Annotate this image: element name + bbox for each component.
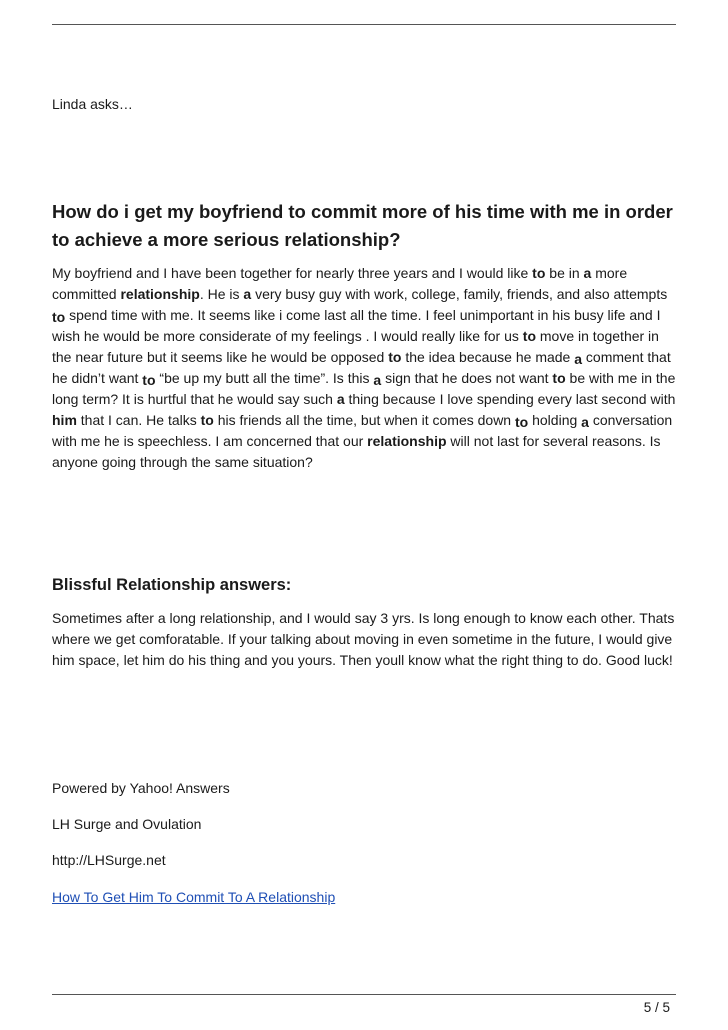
emphasized-word: to <box>552 370 566 386</box>
body-text-run: thing because I love spending every last second with <box>344 391 676 407</box>
page-number: 5 / 5 <box>643 1000 670 1015</box>
site-name: LH Surge and Ovulation <box>52 816 202 832</box>
emphasized-word: him <box>52 412 77 428</box>
body-text-run: “be up my butt all the time”. Is this <box>155 370 374 386</box>
body-text-run: My boyfriend and I have been together for nearly three years and I would like <box>52 265 533 281</box>
answer-body: Sometimes after a long relationship, and I would say 3 yrs. Is long enough to know each other. Thats where we get comforatable. If your talking about moving in even sometime in the future, I would give him space, let him do his thing and you yours. Then youll know what the right thing to do. Good luck! <box>52 610 675 668</box>
body-text-run: be in <box>545 265 584 281</box>
body-text-run: sign that he does not want <box>381 370 553 386</box>
emphasized-word: relationship <box>120 286 200 302</box>
body-text-run: move in together in the near future but it seems like he would be opposed <box>52 328 659 365</box>
emphasized-word: to <box>522 328 536 344</box>
emphasized-word: a <box>373 372 382 388</box>
powered-by-text: Powered by Yahoo! Answers <box>52 780 230 796</box>
site-url: http://LHSurge.net <box>52 852 166 868</box>
body-text-run: comment that he didn’t want <box>52 349 671 386</box>
bottom-rule <box>52 994 676 995</box>
body-text-run: spend time with me. It seems like i come last all the time. I feel unimportant in his busy life and I wish he would be more considerate of my feelings . I would really like for us <box>52 307 661 344</box>
emphasized-word: to <box>532 265 546 281</box>
emphasized-word: to <box>515 414 529 430</box>
related-article-link[interactable]: How To Get Him To Commit To A Relationship <box>52 889 336 905</box>
body-text-run: conversation with me he is speechless. I am concerned that our <box>52 412 673 449</box>
emphasized-word: relationship <box>367 433 447 449</box>
emphasized-word: to <box>142 372 156 388</box>
emphasized-word: a <box>336 391 345 407</box>
asker-line: Linda asks… <box>52 96 133 112</box>
body-text-run: very busy guy with work, college, family, friends, and also attempts <box>251 286 668 302</box>
question-body <box>52 263 682 473</box>
emphasized-word: a <box>574 351 583 367</box>
body-text-run: more committed <box>52 265 628 302</box>
body-text-run: that I can. He talks <box>76 412 201 428</box>
body-text-run: be with me in the long term? It is hurtful that he would say such <box>52 370 676 407</box>
emphasized-word: to <box>388 349 402 365</box>
question-title: How do i get my boyfriend to commit more of his time with me in order to achieve a more serious relationship? <box>52 201 673 250</box>
body-text-run: his friends all the time, but when it comes down <box>213 412 515 428</box>
body-text-run: holding <box>528 412 582 428</box>
body-text-run: the idea because he made <box>401 349 575 365</box>
emphasized-word: a <box>581 414 589 430</box>
emphasized-word: to <box>52 309 66 325</box>
emphasized-word: to <box>200 412 214 428</box>
emphasized-word: a <box>583 265 592 281</box>
body-text-run: . He is <box>199 286 244 302</box>
emphasized-word: a <box>243 286 252 302</box>
body-text-run: will not last for several reasons. Is anyone going through the same situation? <box>52 433 661 470</box>
top-rule <box>52 24 676 25</box>
answer-heading: Blissful Relationship answers: <box>52 576 292 594</box>
